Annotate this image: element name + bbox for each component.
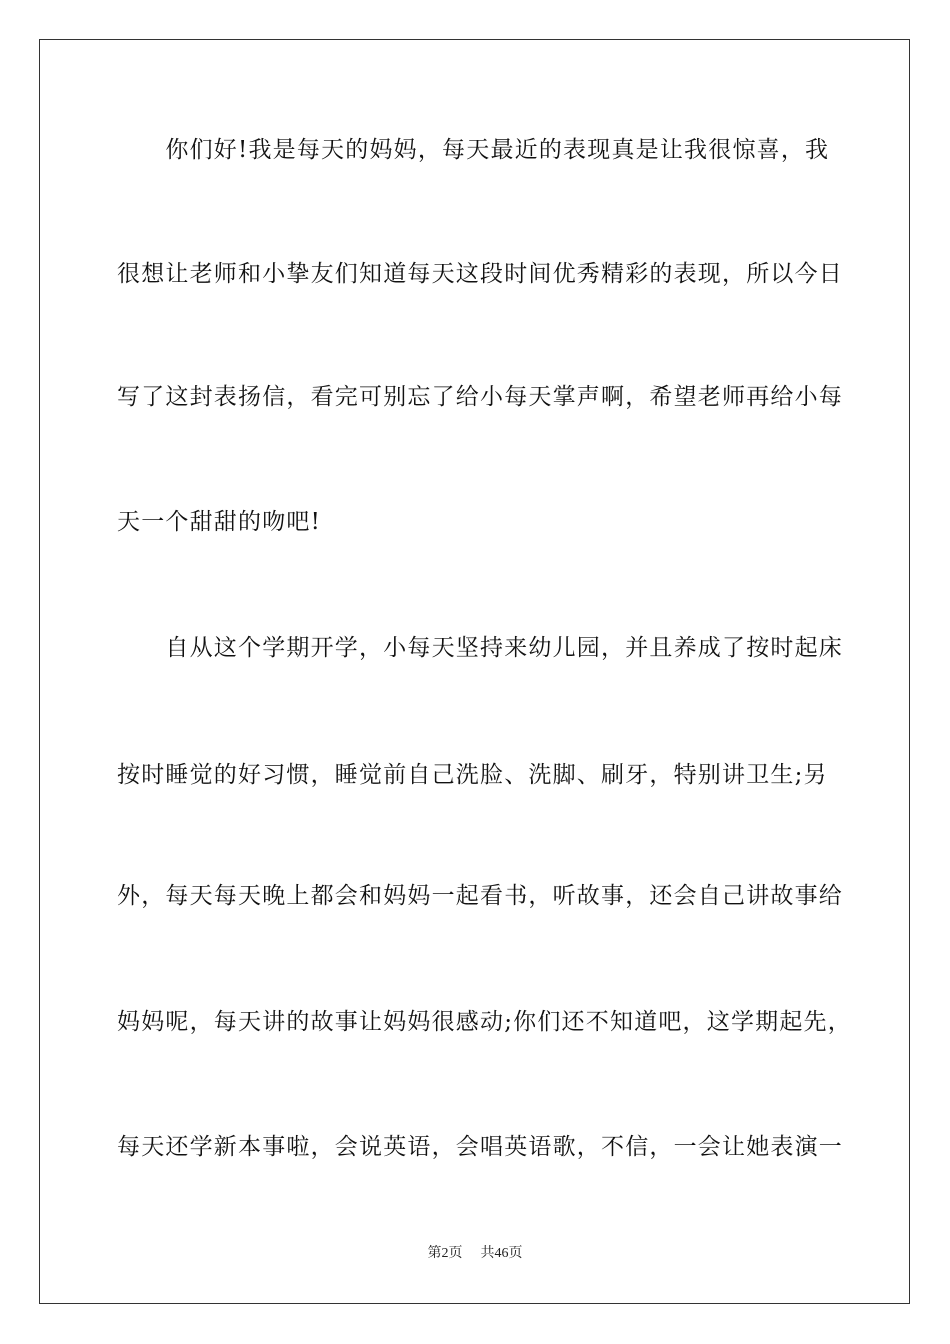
paragraph-line-9: 每天还学新本事啦，会说英语，会唱英语歌，不信，一会让她表演一 (117, 1134, 843, 1160)
paragraph-line-5: 自从这个学期开学，小每天坚持来幼儿园，并且养成了按时起床 (117, 635, 843, 661)
paragraph-line-1: 你们好!我是每天的妈妈，每天最近的表现真是让我很惊喜，我 (117, 137, 830, 163)
page-border (39, 39, 910, 1304)
paragraph-line-2: 很想让老师和小挚友们知道每天这段时间优秀精彩的表现，所以今日 (117, 261, 843, 287)
page-number: 第2页 (427, 1246, 463, 1261)
paragraph-line-6: 按时睡觉的好习惯，睡觉前自己洗脸、洗脚、刷牙，特别讲卫生;另 (117, 762, 828, 788)
total-pages: 共46页 (480, 1246, 523, 1261)
paragraph-line-3: 写了这封表扬信，看完可别忘了给小每天掌声啊，希望老师再给小每 (117, 384, 843, 410)
paragraph-line-4: 天一个甜甜的吻吧! (117, 509, 322, 535)
page-footer (0, 1244, 950, 1264)
paragraph-line-7: 外，每天每天晚上都会和妈妈一起看书，听故事，还会自己讲故事给 (117, 883, 843, 909)
paragraph-line-8: 妈妈呢，每天讲的故事让妈妈很感动;你们还不知道吧，这学期起先， (117, 1009, 852, 1035)
